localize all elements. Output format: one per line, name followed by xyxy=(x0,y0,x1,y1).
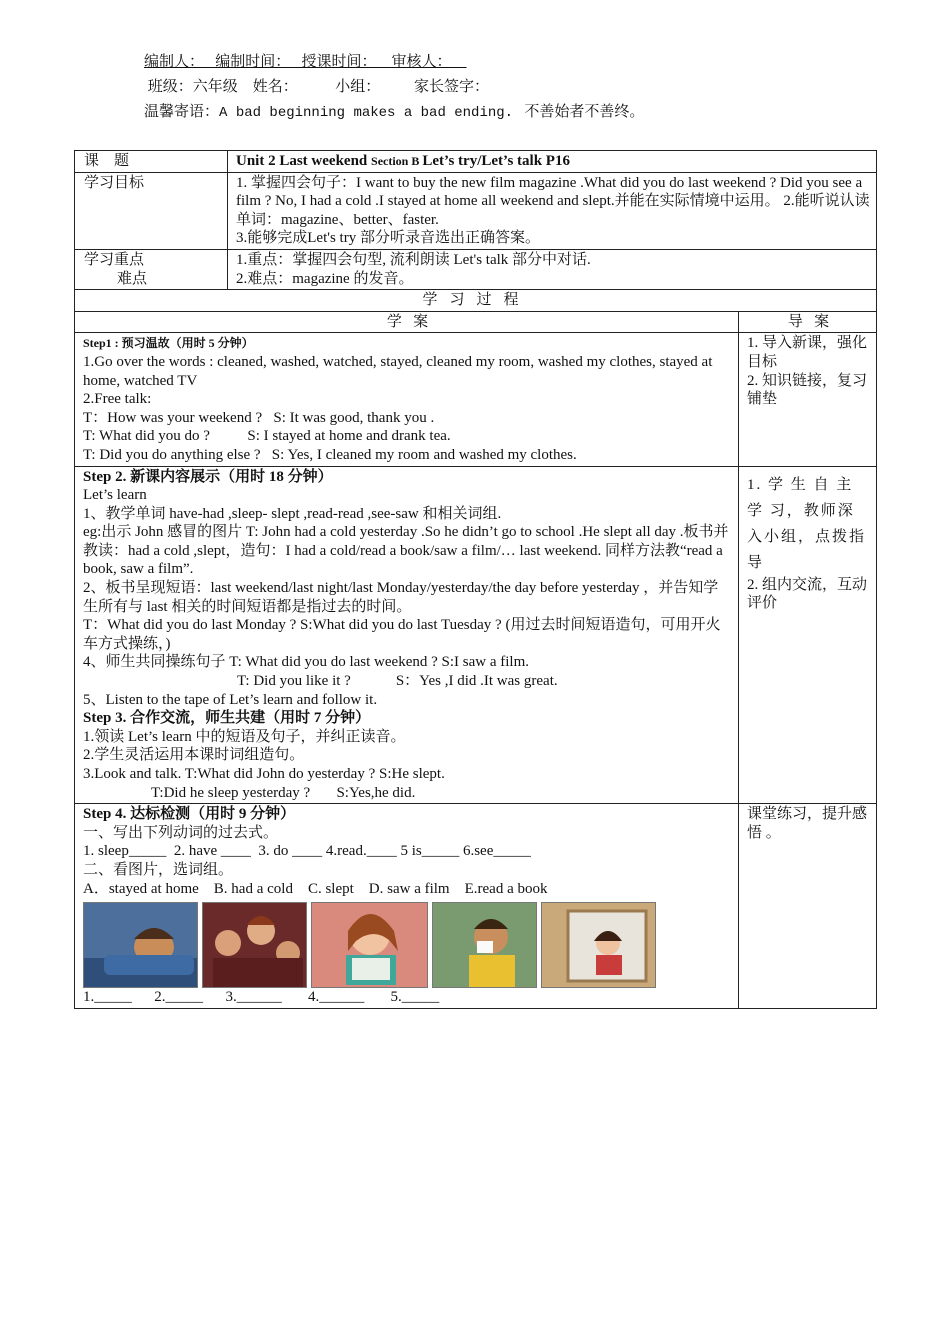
step1-line: T: Did you do anything else ? S: Yes, I cleaned my room and washed my clothes. xyxy=(83,446,577,463)
picture-boy-cold xyxy=(432,902,537,988)
difficulty-label: 难点 xyxy=(117,270,148,287)
step4-part1: 1. sleep_____ 2. have ____ 3. do ____ 4.read.____ 5 is_____ 6.see_____ xyxy=(83,843,531,860)
step2-line: 5、Listen to the tape of Let’s learn and follow it. xyxy=(83,691,378,708)
process-title: 学习过程 xyxy=(75,290,877,312)
step1-guide: 1. 导入新课，强化目标 2. 知识链接，复习铺垫 xyxy=(739,333,877,466)
student-column-header: 学 案 xyxy=(75,311,739,333)
key-points-value xyxy=(228,249,877,289)
motto-english: A bad beginning makes a bad ending. xyxy=(219,105,514,121)
motto-label: 温馨寄语： xyxy=(144,104,220,120)
girl-at-window-image xyxy=(542,903,656,988)
section-subtitle: Let’s try/Let’s talk P16 xyxy=(422,153,570,169)
step1-content xyxy=(75,333,739,466)
step2-3-content xyxy=(75,466,739,804)
picture-cinema xyxy=(202,902,307,988)
step4-content xyxy=(75,804,739,1009)
header-line-1: 编制人： 编制时间： 授课时间： 审核人： xyxy=(144,54,467,70)
sleeping-boy-image xyxy=(84,903,198,988)
step4-options: A．stayed at home B. had a cold C. slept D. saw a film E.read a book xyxy=(83,880,548,897)
topic-row xyxy=(75,151,877,173)
step4-guide: 课堂练习，提升感悟 。 xyxy=(739,804,877,1009)
goal-2: 3.能够完成Let's try 部分听录音选出正确答案。 xyxy=(236,230,540,247)
teacher-column-header: 导 案 xyxy=(739,311,877,333)
picture-sleeping-boy xyxy=(83,902,198,988)
step2-guide-1: 1. 学 生 自 主 学 习，教师深入小组，点拨指导 xyxy=(747,476,867,571)
section-title: Section B xyxy=(371,154,423,168)
difficulty-point: 2.难点：magazine 的发音。 xyxy=(236,270,414,287)
step2-guide-2: 2. 组内交流，互动评价 xyxy=(747,576,868,612)
step3-title: Step 3. 合作交流，师生共建（用时 7 分钟） xyxy=(83,710,371,727)
step2-guide xyxy=(739,466,877,804)
step2-line: eg:出示 John 感冒的图片 T: John had a cold yesterday .So he didn’t go to school .He slept all day .板书并教读：had a cold ,slept，造句：I had a cold/read a book/saw a film/… last weekend. 同样方法教“read a book, saw a film”. xyxy=(83,524,729,578)
step1-line: T: What did you do ? S: I stayed at home and drank tea. xyxy=(83,428,451,445)
step1-line: 2.Free talk: xyxy=(83,391,152,408)
key-point: 1.重点：掌握四会句型, 流利朗读 Let's talk 部分中对话. xyxy=(236,251,591,268)
step2-line: T: Did you like it ? S：Yes ,I did .It was great. xyxy=(237,673,558,690)
step3-line: 2.学生灵活运用本课时词组造句。 xyxy=(83,747,305,764)
step2-line: T：What did you do last Monday ? S:What did you do last Tuesday ? (用过去时间短语造句，可用开火车方式操练，) xyxy=(83,617,721,652)
step4-part2-title: 二、看图片，选词组。 xyxy=(83,861,234,878)
header-line-2: 班级：六年级 姓名： 小组： 家长签字： xyxy=(144,79,490,95)
goals-value xyxy=(228,172,877,249)
step4-part1-title: 一、写出下列动词的过去式。 xyxy=(83,824,279,841)
boy-with-cold-image xyxy=(433,903,537,988)
key-label: 学习重点 xyxy=(84,251,145,268)
step2-line: Let’s learn xyxy=(83,487,147,504)
goal-1: 1. 掌握四会句子：I want to buy the new film magazine .What did you do last weekend ? Did you see a film ? No, I had a cold .I stayed at home all weekend and slept.并能在实际情境中运用。 2.能听说认读单词：magazine、better、faster. xyxy=(236,174,870,228)
step1-line: 1.Go over the words : cleaned, washed, watched, stayed, cleaned my room, washed my clothes, stayed at home, watched TV xyxy=(83,353,713,389)
motto-chinese: 不善始者不善终。 xyxy=(513,104,645,120)
step4-row xyxy=(75,804,877,1009)
step4-title: Step 4. 达标检测（用时 9 分钟） xyxy=(83,806,296,823)
header-line-3 xyxy=(144,103,644,122)
step2-line: 1、教学单词 have-had ,sleep- slept ,read-read ,see-saw 和相关词组. xyxy=(83,505,502,522)
goals-label: 学习目标 xyxy=(75,172,228,249)
process-row xyxy=(75,290,877,312)
step3-line: 3.Look and talk. T:What did John do yesterday ? S:He slept. xyxy=(83,766,445,782)
goals-row xyxy=(75,172,877,249)
reading-girl-image xyxy=(312,903,428,988)
step2-line: 2、板书呈现短语：last weekend/last night/last Monday/yesterday/the day before yesterday ，并告知学生所有与 last 相关的时间短语都是指过去的时间。 xyxy=(83,580,719,615)
picture-window-girl xyxy=(541,902,656,988)
topic-value xyxy=(228,151,877,173)
step3-line: T:Did he sleep yesterday ? S:Yes,he did. xyxy=(151,784,416,801)
step1-title: Step1 : 预习温故（用时 5 分钟） xyxy=(83,336,254,351)
column-header-row xyxy=(75,311,877,333)
unit-title: Unit 2 Last weekend xyxy=(236,153,372,169)
step1-line: T：How was your weekend ? S: It was good, thank you . xyxy=(83,409,435,426)
key-points-label xyxy=(75,249,228,289)
lesson-plan-table xyxy=(74,150,877,1009)
cinema-image xyxy=(203,903,307,988)
picture-strip xyxy=(83,902,732,988)
step2-3-row xyxy=(75,466,877,804)
picture-reading-girl xyxy=(311,902,428,988)
step2-title: Step 2. 新课内容展示（用时 18 分钟） xyxy=(83,468,333,485)
topic-label: 课 题 xyxy=(75,151,228,173)
key-points-row xyxy=(75,249,877,289)
step3-line: 1.领读 Let’s learn 中的短语及句子，并纠正读音。 xyxy=(83,728,406,745)
step4-answers: 1._____ 2._____ 3.______ 4.______ 5._____ xyxy=(83,989,440,1006)
step2-line: 4、师生共同操练句子 T: What did you do last weekend ? S:I saw a film. xyxy=(83,654,529,671)
step1-row xyxy=(75,333,877,466)
